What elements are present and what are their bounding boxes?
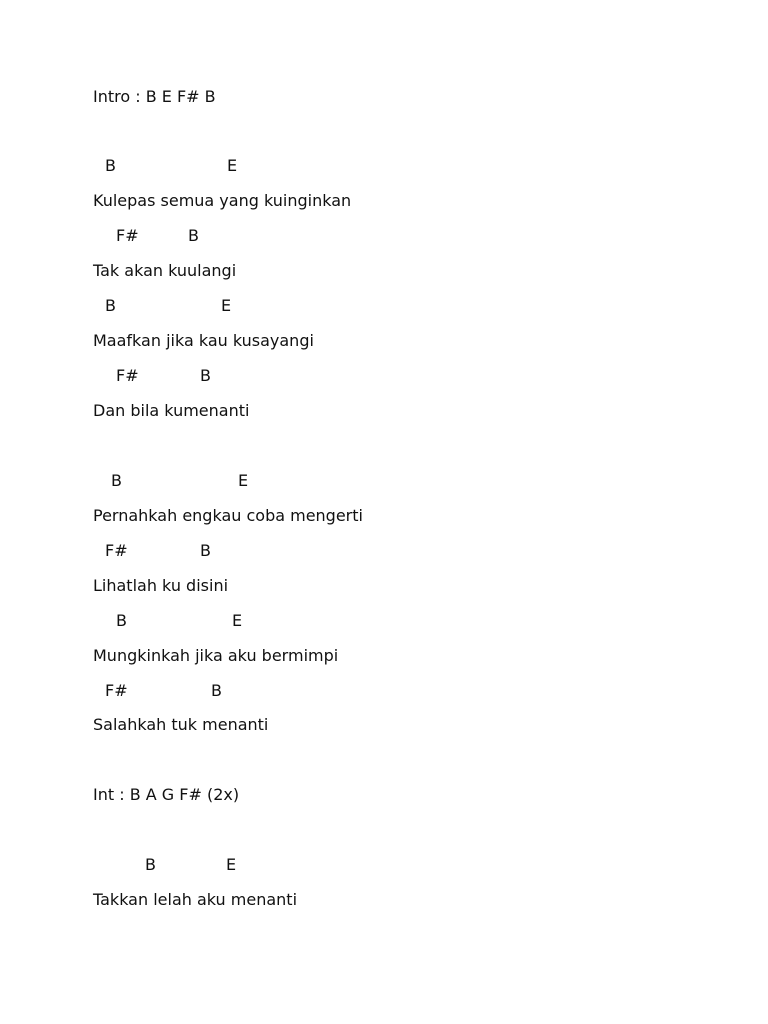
chord: E [226,855,237,874]
intro-line: Intro : B E F# B [93,87,216,106]
chord: E [232,611,243,630]
lyric-line: Maafkan jika kau kusayangi [93,331,314,350]
lyric-line: Lihatlah ku disini [93,576,229,595]
chord: E [227,156,238,175]
lyric-line: Dan bila kumenanti [93,401,250,420]
chord: F# [116,226,139,245]
chord: F# [105,541,128,560]
chord: B [200,541,211,560]
lyric-line: Tak akan kuulangi [93,261,237,280]
chord: B [188,226,199,245]
chord: E [238,471,249,490]
chord: B [211,681,222,700]
chord: E [221,296,232,315]
lyric-line: Kulepas semua yang kuinginkan [93,191,352,210]
chord: F# [105,681,128,700]
lyric-line: Salahkah tuk menanti [93,715,269,734]
chord: B [200,366,211,385]
chord: B [105,296,116,315]
chord: F# [116,366,139,385]
chord: B [145,855,156,874]
chord: B [105,156,116,175]
lyric-line: Pernahkah engkau coba mengerti [93,506,363,525]
lyric-line: Takkan lelah aku menanti [93,890,298,909]
chord: B [116,611,127,630]
lyric-line: Mungkinkah jika aku bermimpi [93,646,339,665]
interlude-line: Int : B A G F# (2x) [93,785,240,804]
chord: B [111,471,122,490]
